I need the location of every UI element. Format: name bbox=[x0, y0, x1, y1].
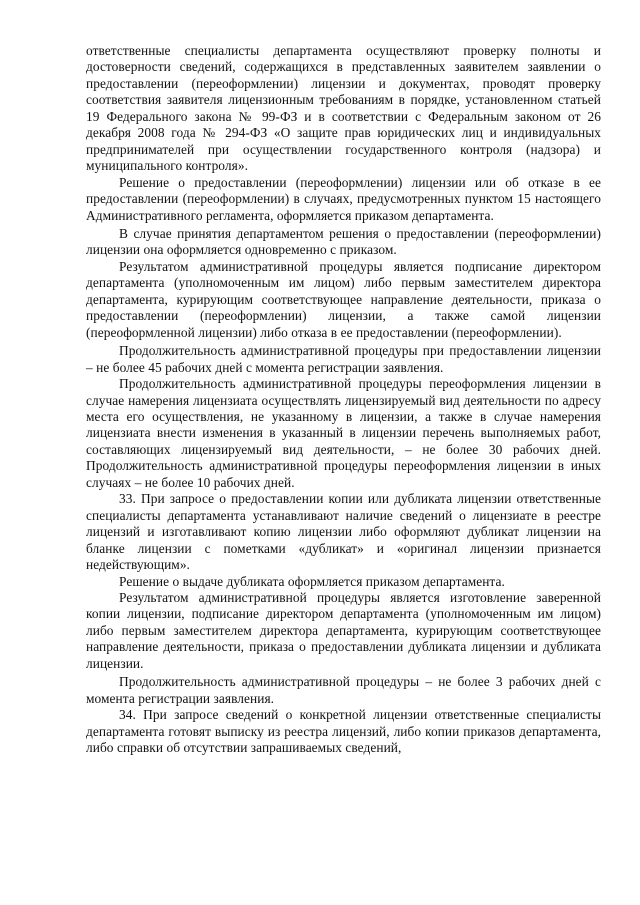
paragraph-duration-reissue: Продолжительность административной процедуры переоформления лицензии в случае намерения лицензиата осуществлять лицензируемый вид деятельности по адресу места его осуществления, не указанному в лицензии, а также в случае намерения лицензиата внести изменения в указанный в лицензии перечень выполняемых работ, составляющих лицензируемый вид деятельности, – не более 30 рабочих дней. Продолжительность административной процедуры переоформления лицензии в иных случаях – не более 10 рабочих дней. bbox=[86, 376, 601, 490]
paragraph-license-issued: В случае принятия департаментом решения о предоставлении (переоформлении) лицензии она оформляется одновременно с приказом. bbox=[86, 225, 601, 258]
paragraph-decision: Решение о предоставлении (переоформлении) лицензии или об отказе в ее предоставлении (переоформлении) в случаях, предусмотренных пунктом 15 настоящего Административного регламента, оформляется приказом департамента. bbox=[86, 174, 601, 223]
paragraph-duplicate-result: Результатом административной процедуры является изготовление заверенной копии лицензии, подписание директором департамента (уполномоченным им лицом) либо первым заместителем директора департамента, курирующим соответствующее направление деятельности, приказа о предоставлении дубликата лицензии и дубликата лицензии. bbox=[86, 589, 601, 671]
paragraph-duration-granting: Продолжительность административной процедуры при предоставлении лицензии – не более 45 рабочих дней с момента регистрации заявления. bbox=[86, 343, 601, 375]
paragraph-duplicate-decision: Решение о выдаче дубликата оформляется приказом департамента. bbox=[119, 573, 505, 589]
paragraph-duplicate-duration: Продолжительность административной процедуры – не более 3 рабочих дней с момента регистрации заявления. bbox=[86, 674, 601, 706]
paragraph-result: Результатом административной процедуры является подписание директором департамента (уполномоченным им лицом) либо первым заместителем директора департамента, курирующим соответствующее направление деятельности, приказа о предоставлении (переоформлении) лицензии, а также самой лицензии (переоформленной лицензии) либо отказа в ее предоставлении (переоформлении). bbox=[86, 258, 601, 340]
paragraph-item-33: 33. При запросе о предоставлении копии или дубликата лицензии ответственные специалисты департамента устанавливают наличие сведений о лицензиате в реестре лицензий и изготавливают копию лицензии либо оформляют дубликат лицензии на бланке лицензии с пометками «дубликат» и «оригинал лицензии признается недействующим». bbox=[86, 491, 601, 573]
paragraph-continuation: ответственные специалисты департамента осуществляют проверку полноты и достоверности сведений, содержащихся в представленных заявителем заявлении о предоставлении (переоформлении) лицензии и документах, проводят проверку соответствия заявителя лицензионным требованиям в порядке, установленном статьей 19 Федерального закона № 99-ФЗ и в соответствии с Федеральным законом от 26 декабря 2008 года № 294-ФЗ «О защите прав юридических лиц и индивидуальных предпринимателей при осуществлении государственного контроля (надзора) и муниципального контроля». bbox=[86, 43, 601, 174]
document-page bbox=[86, 43, 601, 756]
paragraph-item-34: 34. При запросе сведений о конкретной лицензии ответственные специалисты департамента готовят выписку из реестра лицензий, либо копии приказов департамента, либо справки об отсутствии запрашиваемых сведений, bbox=[86, 707, 601, 756]
